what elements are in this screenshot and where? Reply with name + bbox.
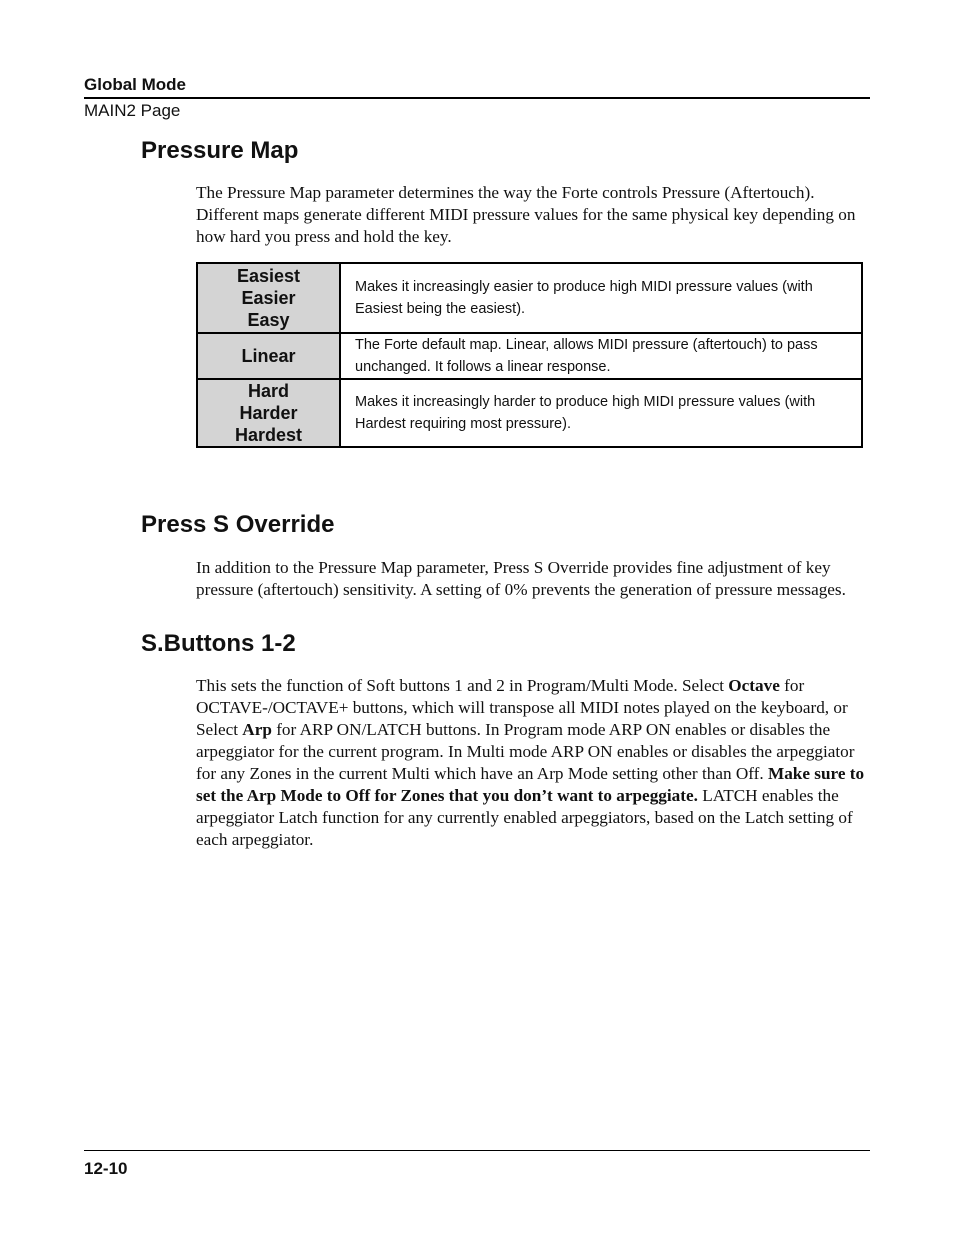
s-buttons-body bbox=[196, 675, 872, 851]
map-label: Easy bbox=[247, 310, 290, 330]
body-text: LATCH enables the arpeggiator Latch function for any currently enabled arpeggiators, based on the Latch setting of each arpeggiator. bbox=[196, 786, 853, 849]
pressure-map-table bbox=[196, 262, 863, 448]
map-label-cell bbox=[197, 263, 340, 333]
page-number: 12-10 bbox=[84, 1159, 128, 1178]
map-label: Easier bbox=[241, 288, 296, 308]
pressure-map-intro: The Pressure Map parameter determines the way the Forte controls Pressure (Aftertouch). Different maps generate different MIDI pressure values for the same physical key depending on how hard you press and hold the key. bbox=[196, 183, 856, 246]
running-header-section: Global Mode bbox=[84, 75, 186, 94]
map-label-cell bbox=[197, 379, 340, 447]
map-description: Makes it increasingly easier to produce high MIDI pressure values (with Easiest being the easiest). bbox=[340, 263, 862, 333]
table-row bbox=[197, 263, 862, 333]
map-label: Easiest bbox=[236, 266, 301, 286]
pressure-map-heading: Pressure Map bbox=[141, 137, 299, 164]
header-rule bbox=[84, 97, 870, 99]
press-s-override-body: In addition to the Pressure Map parameter, Press S Override provides fine adjustment of key pressure (aftertouch) sensitivity. A setting of 0% prevents the generation of pressure messages. bbox=[196, 558, 846, 599]
footer-rule bbox=[84, 1150, 870, 1151]
table-row bbox=[197, 379, 862, 447]
body-text: This sets the function of Soft buttons 1 and 2 in Program/Multi Mode. Select bbox=[196, 676, 729, 695]
table-row bbox=[197, 333, 862, 379]
map-label: Hardest bbox=[234, 425, 303, 445]
running-header-page: MAIN2 Page bbox=[84, 101, 181, 120]
body-text: for OCTAVE-/OCTAVE+ buttons, which will transpose all MIDI notes played on the keyboard, or Select bbox=[196, 676, 848, 739]
press-s-override-heading: Press S Override bbox=[141, 511, 335, 538]
map-description: Makes it increasingly harder to produce high MIDI pressure values (with Hardest requiring most pressure). bbox=[340, 379, 862, 447]
emphasis-warning: Make sure to set the Arp Mode to Off for Zones that you don’t want to arpeggiate. bbox=[196, 764, 865, 805]
map-label: Harder bbox=[239, 403, 298, 423]
map-label-cell bbox=[197, 333, 340, 379]
emphasis-arp: Arp bbox=[242, 720, 272, 739]
s-buttons-heading: S.Buttons 1-2 bbox=[141, 630, 296, 657]
map-description: The Forte default map. Linear, allows MIDI pressure (aftertouch) to pass unchanged. It follows a linear response. bbox=[340, 333, 862, 379]
map-label: Hard bbox=[247, 381, 289, 401]
body-text: for ARP ON/LATCH buttons. In Program mode ARP ON enables or disables the arpeggiator for the current program. In Multi mode ARP ON enables or disables the arpeggiator for any Zones in the current Multi which have an Arp Mode setting other than Off. bbox=[196, 720, 855, 783]
emphasis-octave: Octave bbox=[728, 676, 780, 695]
map-label: Linear bbox=[241, 346, 296, 366]
